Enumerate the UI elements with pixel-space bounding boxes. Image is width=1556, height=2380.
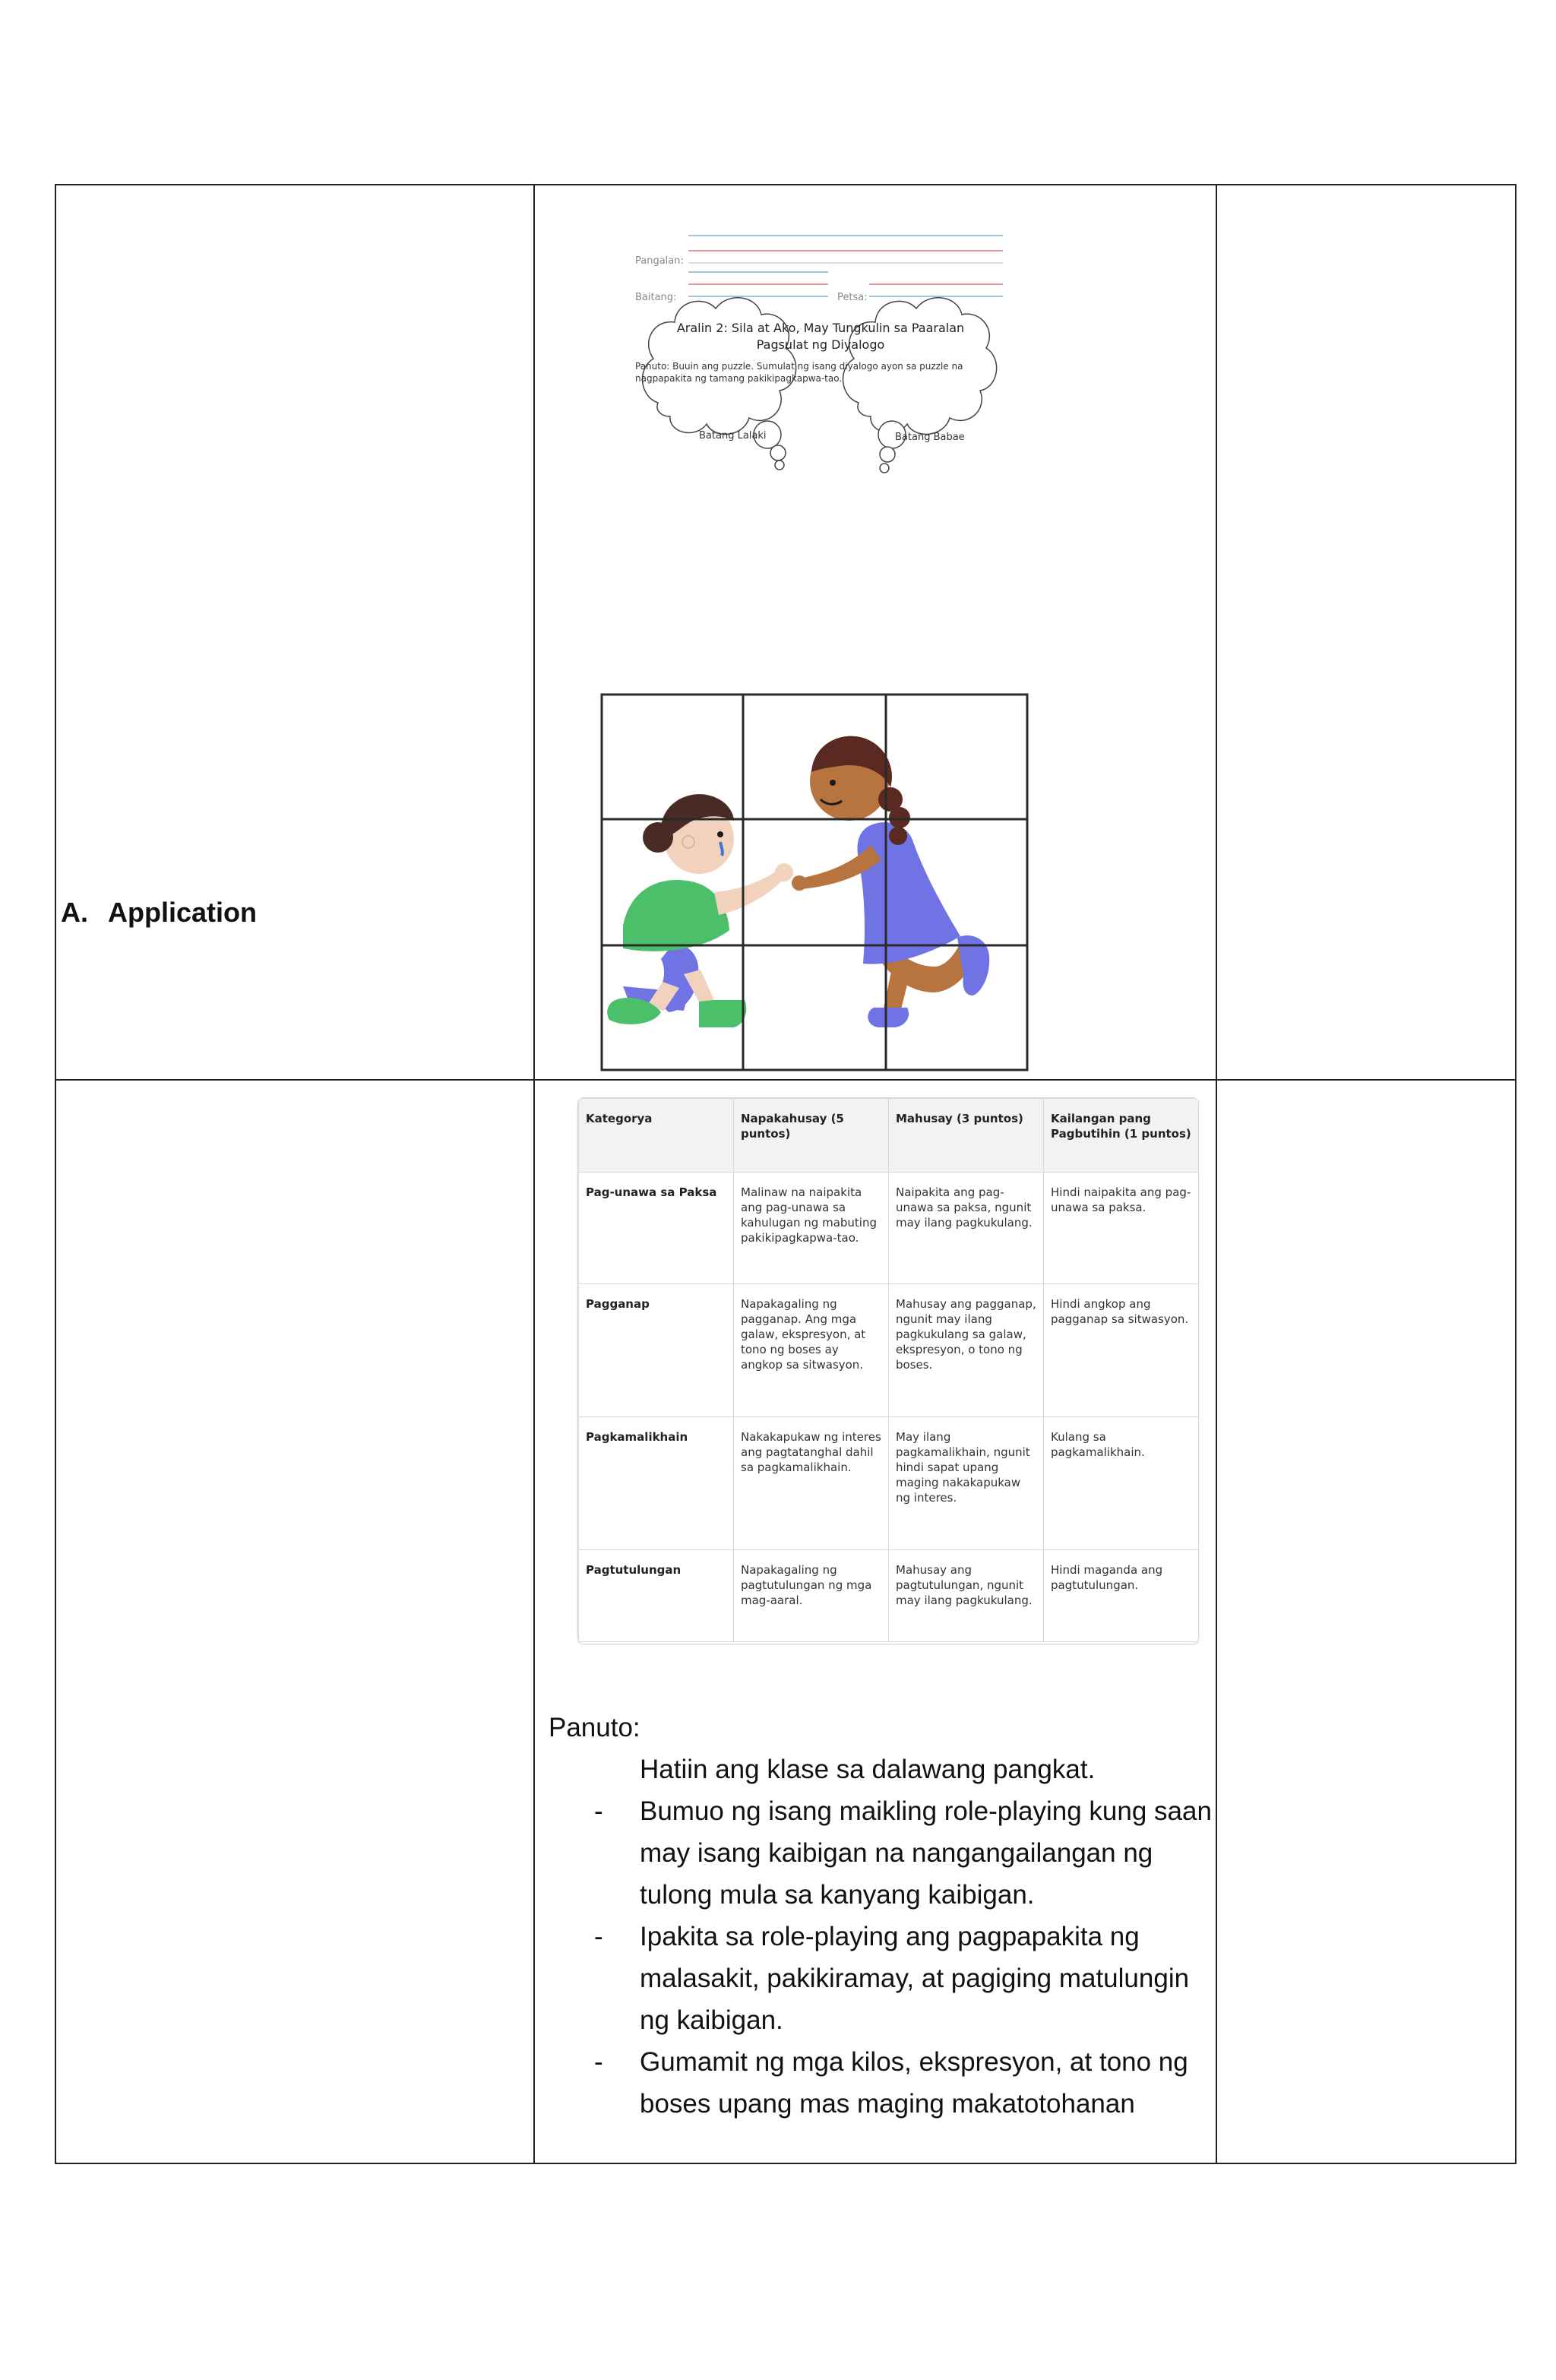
rubric-cell: May ilang pagkamalikhain, ngunit hindi sapat upang maging nakakapukaw ng interes. (889, 1417, 1044, 1550)
instruction-text: Ipakita sa role-playing ang pagpapakita ng malasakit, pakikiramay, at pagiging matulungin ng kaibigan. (640, 1922, 1190, 2035)
worksheet-image (631, 228, 1010, 654)
table-divider-1 (533, 184, 535, 2164)
rubric-row (579, 1417, 1199, 1550)
table-border-right (1515, 184, 1516, 2164)
grade-label: Baitang: (635, 292, 677, 303)
rubric-row (579, 1173, 1199, 1284)
table-border-top (55, 184, 1516, 185)
rubric-header: Napakahusay (5 puntos) (734, 1099, 889, 1173)
rubric-cell: Nakakapukaw ng interes ang pagtatanghal dahil sa pagkamalikhain. (734, 1417, 889, 1550)
instructions-title: Panuto: (549, 1713, 640, 1742)
rubric-cell: Hindi naipakita ang pag-unawa sa paksa. (1044, 1173, 1199, 1284)
rubric-row (579, 1284, 1199, 1417)
name-label: Pangalan: (635, 255, 684, 267)
rubric-row (579, 1550, 1199, 1642)
rubric-header: Kailangan pang Pagbutihin (1 puntos) (1044, 1099, 1199, 1173)
children-helping-image (600, 693, 1029, 1071)
table-border-left (55, 184, 56, 2164)
rubric-cell: Kulang sa pagkamalikhain. (1044, 1417, 1199, 1550)
rubric-cell: Napakagaling ng pagganap. Ang mga galaw, ekspresyon, at tono ng boses ay angkop sa sitwasyon. (734, 1284, 889, 1417)
instruction-item (549, 2041, 1217, 2125)
rubric-category: Pagtutulungan (579, 1550, 734, 1642)
worksheet-subtitle: Pagsulat ng Diyalogo (756, 337, 885, 352)
worksheet-instruction-2: nagpapakita ng tamang pakikipagkapwa-tao. (635, 373, 843, 384)
section-heading (61, 897, 257, 929)
bullet-dash: - (594, 1796, 603, 1826)
rubric-cell: Hindi maganda ang pagtutulungan. (1044, 1550, 1199, 1642)
cloud-right-label: Batang Babae (895, 432, 965, 443)
instruction-item (549, 1790, 1217, 1916)
date-label: Petsa: (837, 292, 868, 303)
bullet-dash: - (594, 1922, 603, 1951)
table-border-bottom (55, 2163, 1516, 2164)
section-number: A. (61, 897, 88, 928)
rubric-cell: Hindi angkop ang pagganap sa sitwasyon. (1044, 1284, 1199, 1417)
rubric-cell: Malinaw na naipakita ang pag-unawa sa kahulugan ng mabuting pakikipagkapwa-tao. (734, 1173, 889, 1284)
rubric-cell: Mahusay ang pagganap, ngunit may ilang pagkukulang sa galaw, ekspresyon, o tono ng boses. (889, 1284, 1044, 1417)
instruction-line (549, 1749, 1217, 1790)
rubric-cell: Napakagaling ng pagtutulungan ng mga mag-aaral. (734, 1550, 889, 1642)
boy-figure (607, 794, 793, 1027)
rubric-table (577, 1097, 1199, 1644)
rubric-category: Pag-unawa sa Paksa (579, 1173, 734, 1284)
girl-figure (792, 736, 989, 1027)
rubric-category: Pagganap (579, 1284, 734, 1417)
instruction-text: Bumuo ng isang maikling role-playing kung saan may isang kaibigan na nangangailangan ng tulong mula sa kanyang kaibigan. (640, 1796, 1212, 1910)
rubric-cell: Mahusay ang pagtutulungan, ngunit may ilang pagkukulang. (889, 1550, 1044, 1642)
worksheet-title: Aralin 2: Sila at Ako, May Tungkulin sa Paaralan (676, 321, 965, 335)
rubric-cell: Naipakita ang pag-unawa sa paksa, ngunit may ilang pagkukulang. (889, 1173, 1044, 1284)
rubric-header: Kategorya (579, 1099, 734, 1173)
instructions-block (549, 1707, 1217, 2125)
instruction-text: Hatiin ang klase sa dalawang pangkat. (640, 1755, 1096, 1784)
bullet-dash: - (594, 2047, 603, 2077)
rubric-header: Mahusay (3 puntos) (889, 1099, 1044, 1173)
instruction-text: Gumamit ng mga kilos, ekspresyon, at tono ng boses upang mas maging makatotohanan (640, 2047, 1188, 2119)
worksheet-instruction-1: Panuto: Buuin ang puzzle. Sumulat ng isang diyalogo ayon sa puzzle na (635, 361, 963, 372)
cloud-left-label: Batang Lalaki (699, 430, 767, 442)
rubric-header-row (579, 1099, 1199, 1173)
section-title: Application (108, 897, 257, 928)
rubric-category: Pagkamalikhain (579, 1417, 734, 1550)
instruction-item (549, 1916, 1217, 2041)
puzzle-illustration (600, 693, 1029, 1071)
table-row-divider (55, 1079, 1516, 1081)
